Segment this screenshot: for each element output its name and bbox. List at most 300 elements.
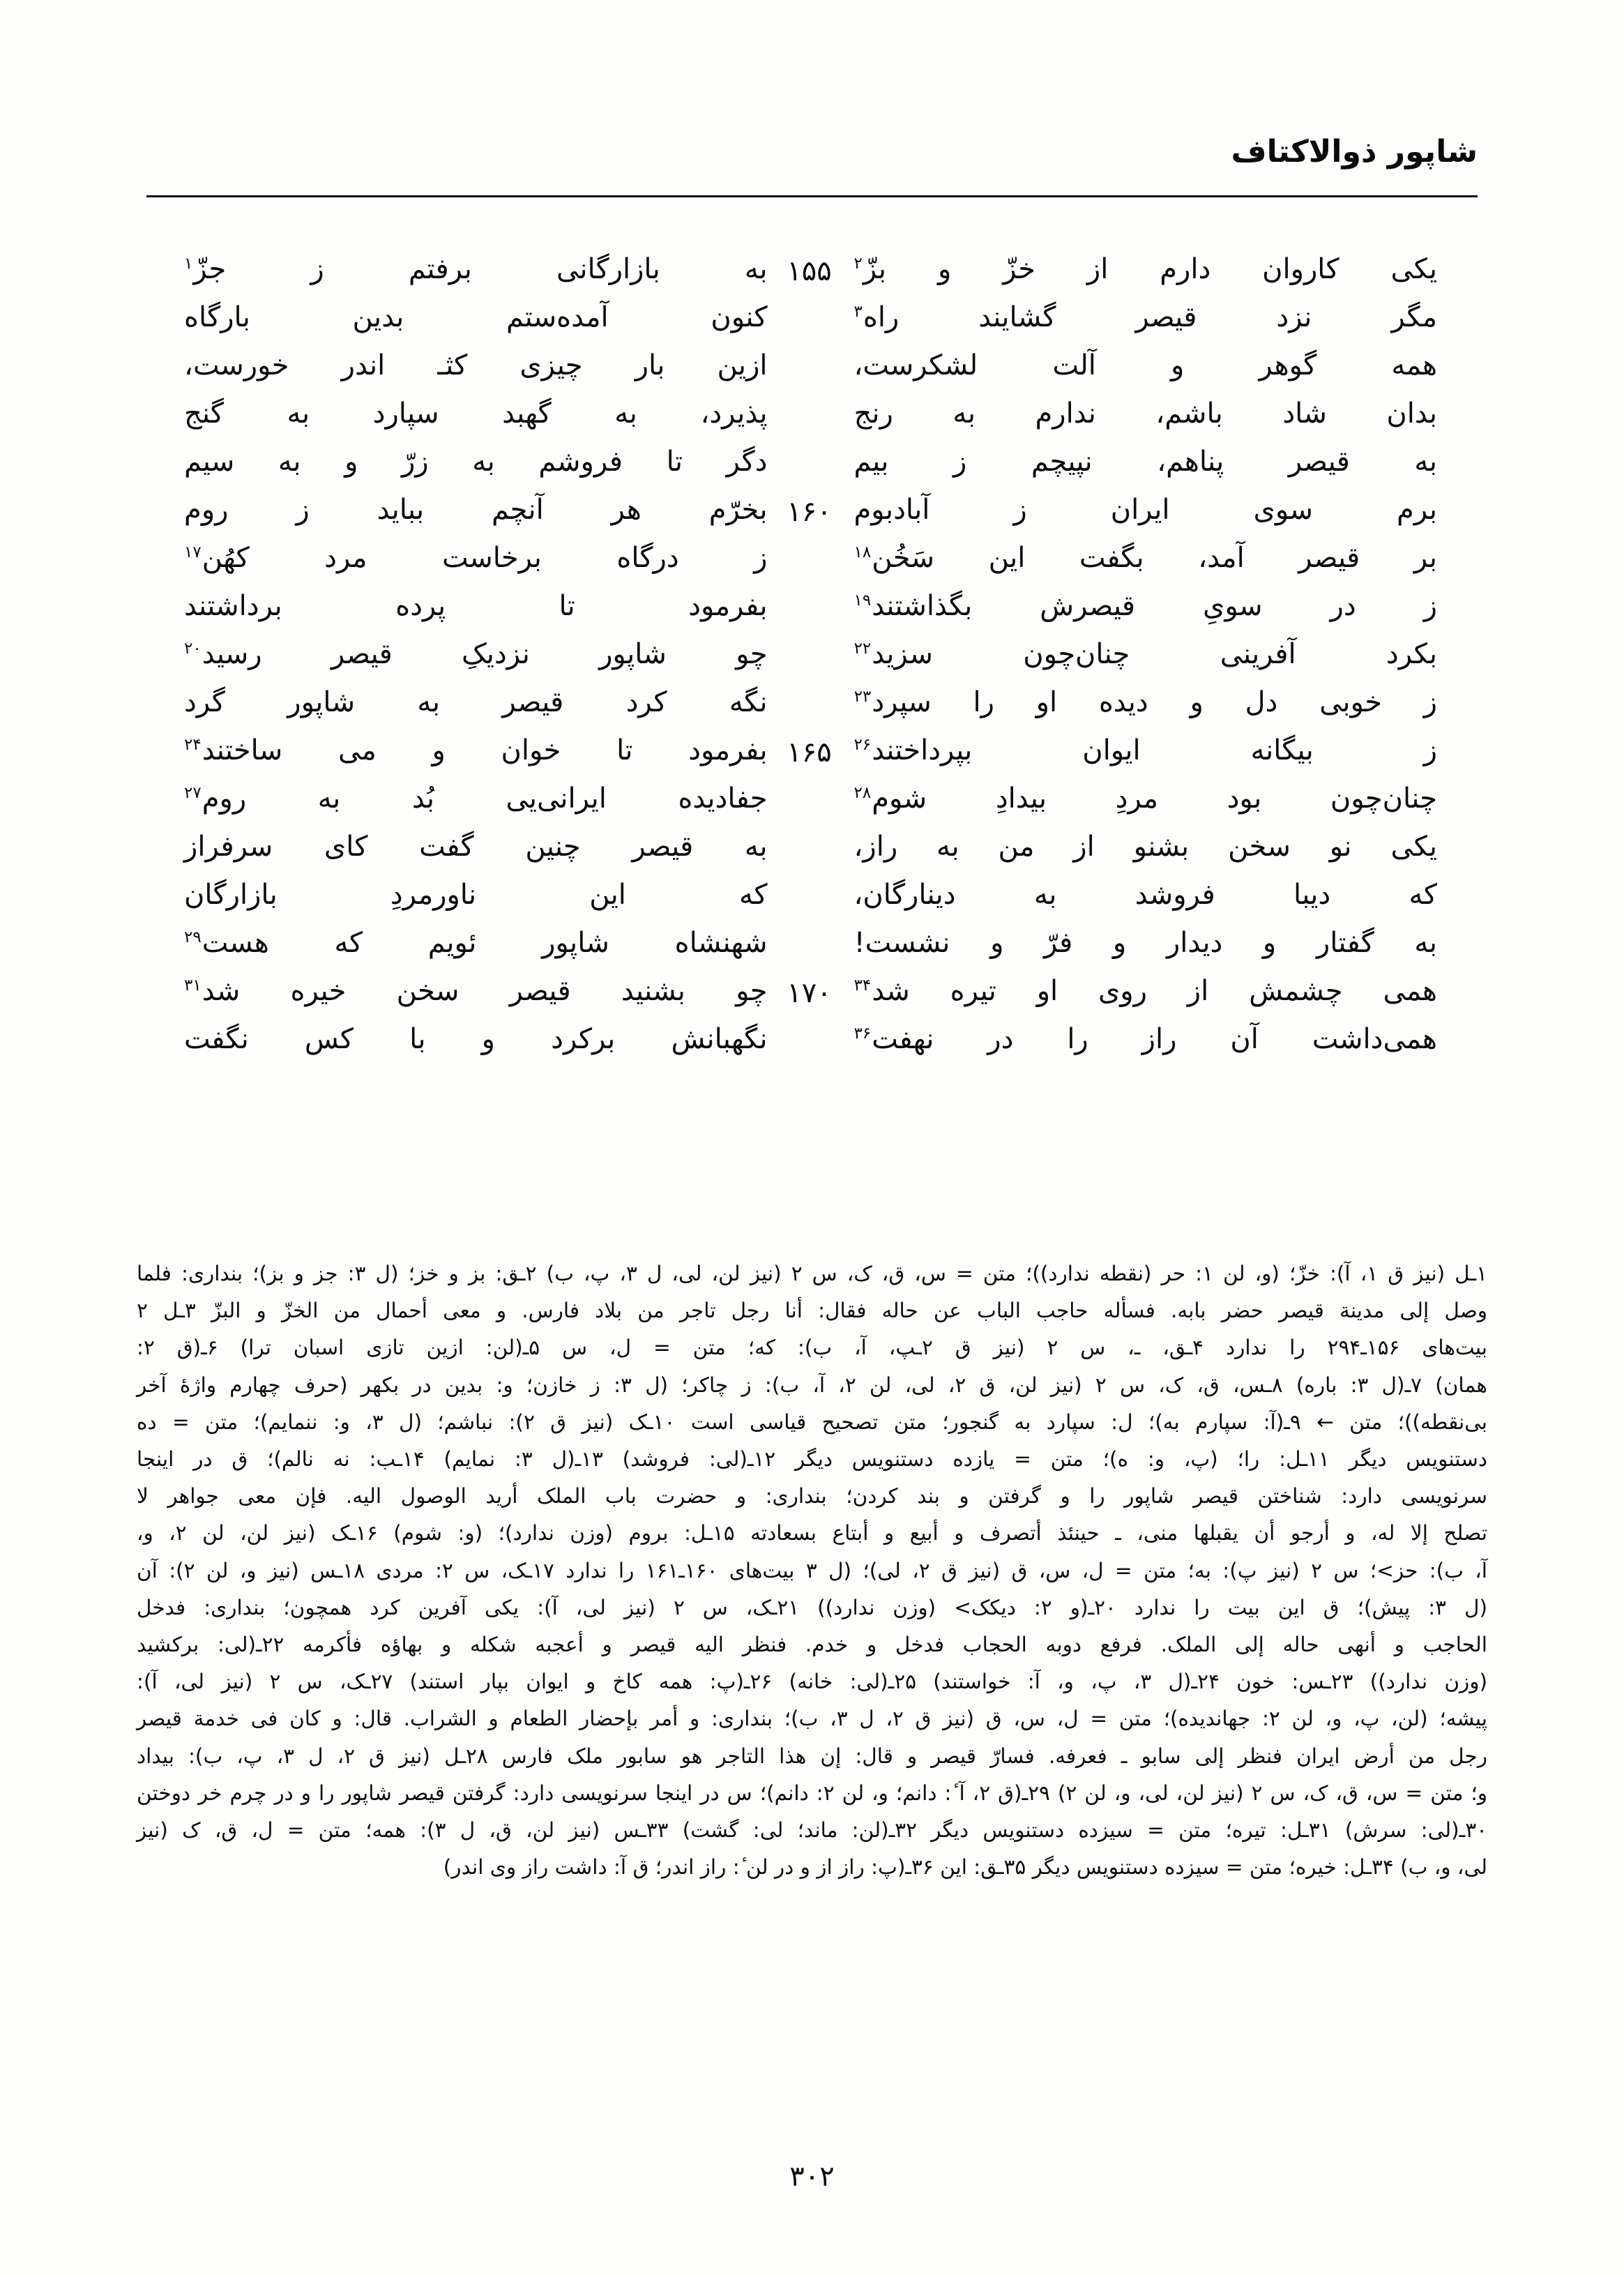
verse-word: برداشتند bbox=[184, 590, 282, 622]
verse-word: چنین bbox=[525, 831, 581, 863]
verse-word: به bbox=[1414, 927, 1437, 959]
verse-word: دارم bbox=[1160, 253, 1211, 285]
verse-word: پرده bbox=[395, 590, 446, 622]
hemistich-right bbox=[148, 829, 772, 861]
verse-word: آمد، bbox=[1198, 542, 1245, 574]
verse-word: نگه bbox=[729, 686, 768, 718]
verse-word: را bbox=[973, 686, 994, 718]
verse-word: بدین bbox=[352, 301, 404, 333]
hemistich-right bbox=[148, 973, 772, 1005]
verse-word: نگهبانش bbox=[671, 1023, 768, 1055]
verse-word: یکی bbox=[1390, 831, 1437, 863]
verse-couplet bbox=[148, 973, 1476, 1021]
hemistich-right bbox=[148, 877, 772, 909]
apparatus-line: دستنویس دیگر ۱۱ـل: را؛ (پ، و: ه)؛ متن = یازده دستنویس دیگر ۱۲ـ(لی: فروشد) ۱۳ـ(ل ۳: نمایم) ۱۴ـب: نه نالم)؛ ق در اینجا bbox=[137, 1447, 1488, 1472]
verse-word: ز bbox=[754, 542, 768, 574]
footnote-marker[interactable]: ۲۶ bbox=[853, 735, 872, 754]
verse-word: و bbox=[937, 253, 952, 285]
hemistich-right bbox=[148, 492, 772, 524]
verse-word: بازارگانی bbox=[556, 253, 660, 285]
apparatus-line: ۱ـل (نیز ق ۱، آ): خزّ؛ (و، لن ۱: حر (نقطه ندارد))؛ متن = س، ق، ک، س ۲ (نیز لن، لی، ل ۳، پ، ب) ۲ـق: بز و خز؛ (ل ۳: جز و بز)؛ بنداری: فلما bbox=[137, 1262, 1488, 1285]
verse-word: اندر bbox=[341, 349, 386, 381]
verse-word: به bbox=[953, 398, 976, 430]
verse-word: بر bbox=[1413, 542, 1437, 574]
verse-word: به bbox=[614, 398, 637, 430]
verse-word: خوبی bbox=[1319, 686, 1382, 718]
apparatus-line: همان) ۷ـ(ل ۳: باره) ۸ـس، ق، ک، س ۲ (نیز لن، ق ۲، لی، لن ۲، آ، ب): ز چاکر؛ (ل ۳: ز خازن؛ و: بدین در بکهر (حرف چهارم واژهٔ آخر bbox=[137, 1373, 1487, 1397]
verse-couplet bbox=[148, 925, 1476, 973]
verse-word: راه$^۳$ bbox=[853, 301, 900, 333]
verse-word: را bbox=[1067, 1023, 1088, 1055]
apparatus-line: آ، ب): حز>؛ س ۲ (نیز پ): به؛ متن = ل، س، ق (نیز ق ۲، لی)؛ (ل ۳ بیت‌های ۱۶۰ـ۱۶۱ را ندارد ۱۷ـک، س ۲: مردی ۱۸ـس (نیز و، لن ۲): آن bbox=[137, 1558, 1487, 1582]
verse-word: مرد bbox=[324, 542, 367, 574]
verse-word: و bbox=[1112, 927, 1127, 959]
verse-line-number bbox=[772, 829, 847, 833]
footnote-marker[interactable]: ۲۰ bbox=[184, 639, 202, 658]
verse-word: خورست، bbox=[184, 349, 289, 381]
verse-word: بپرداختند$^{۲۶}$ bbox=[853, 734, 973, 766]
verse-word: ندارم bbox=[1035, 398, 1096, 430]
footnote-marker[interactable]: ۲۳ bbox=[853, 687, 872, 706]
verse-word: می bbox=[338, 734, 377, 766]
apparatus-line: پیشه؛ (لن، پ، و، لن ۲: جهاندیده)؛ متن = ل، س، ق (نیز ق ۲، ل ۳، ب)؛ بنداری: و أمر بإحضار الطعام و الشراب. قال: و کان فی خدمة قیصر bbox=[137, 1707, 1487, 1731]
verse-word: از bbox=[1073, 831, 1095, 863]
verse-word: کس bbox=[304, 1023, 354, 1055]
verse-word: قیصر bbox=[509, 975, 571, 1007]
verse-couplet bbox=[148, 492, 1476, 540]
verse-word: به bbox=[744, 253, 768, 285]
hemistich-right bbox=[148, 636, 772, 668]
verse-couplet bbox=[148, 1021, 1476, 1069]
verse-line-number bbox=[772, 395, 847, 400]
verse-word: ز bbox=[296, 494, 310, 526]
verse-word: به bbox=[287, 398, 310, 430]
verse-word: ساختند$^{۲۴}$ bbox=[184, 734, 283, 766]
verse-couplet bbox=[148, 877, 1476, 925]
verse-word: آفرینی bbox=[1220, 638, 1296, 670]
verse-word: برخاست bbox=[441, 542, 542, 574]
verse-word: راز، bbox=[853, 831, 898, 863]
verse-line-number bbox=[772, 588, 847, 592]
apparatus-line: بی‌نقطه))؛ متن ← ۹ـ(آ: سپارم به)؛ ل: سپارد به گنجور؛ متن تصحیح قیاسی است ۱۰ـک (نیز ق ۲): نباشم؛ (ل ۳، و: ننمایم)؛ متن = ده bbox=[137, 1409, 1487, 1434]
verse-word: به bbox=[472, 446, 495, 478]
verse-word: گوهر bbox=[1259, 349, 1317, 381]
hemistich-left bbox=[847, 492, 1477, 524]
verse-word: نپیچم bbox=[1031, 446, 1093, 478]
verse-word: کاروان bbox=[1262, 253, 1340, 285]
footnote-marker[interactable]: ۱ bbox=[184, 254, 193, 273]
verse-word: نشست! bbox=[853, 927, 950, 959]
verse-couplet bbox=[148, 347, 1476, 395]
verse-word: تا bbox=[559, 590, 575, 622]
verse-word: با bbox=[409, 1023, 426, 1055]
verse-word: نزدیکِ bbox=[461, 638, 530, 670]
verse-word: بشنو bbox=[1133, 831, 1190, 863]
verse-couplet bbox=[148, 829, 1476, 877]
hemistich-left bbox=[847, 877, 1477, 909]
verse-word: گفت bbox=[419, 831, 474, 863]
verse-word: بگفت bbox=[1079, 542, 1144, 574]
verse-word: تیره bbox=[950, 975, 996, 1007]
critical-apparatus bbox=[137, 1255, 1487, 1886]
hemistich-right bbox=[148, 251, 772, 283]
verse-word: فروشم bbox=[538, 446, 623, 478]
hemistich-right bbox=[148, 925, 772, 957]
verse-word: به bbox=[278, 446, 301, 478]
hemistich-right bbox=[148, 299, 772, 331]
verse-word: گشایند bbox=[978, 301, 1056, 333]
verse-word: این bbox=[988, 542, 1026, 574]
verse-word: بشنید bbox=[621, 975, 685, 1007]
apparatus-line: ۳۰ـ(لی: سرش) ۳۱ـل: تیره؛ متن = سیزده دستنویس دیگر ۳۲ـ(لن: ماند؛ لی: گشت) ۳۳ـس (نیز لن، ق، ل ۳): همه؛ متن = ل، ق، ک (نیز bbox=[137, 1818, 1488, 1843]
verse-word: گفتار bbox=[1316, 927, 1374, 959]
verse-word: آلت bbox=[1052, 349, 1096, 381]
verse-word: رنج bbox=[853, 398, 893, 430]
verse-line-number bbox=[772, 636, 847, 640]
verse-word: بیدادِ bbox=[995, 783, 1047, 815]
verse-word: بیگانه bbox=[1250, 734, 1314, 766]
hemistich-left bbox=[847, 732, 1477, 764]
verse-word: گهبد bbox=[502, 398, 552, 430]
verse-word: گرد bbox=[184, 686, 225, 718]
verse-word: شهنشاه bbox=[674, 927, 768, 959]
verse-word: نهفت$^{۳۶}$ bbox=[853, 1023, 934, 1055]
verse-word: بفرمود bbox=[688, 590, 768, 622]
verse-word: فروشد bbox=[1134, 879, 1215, 911]
verse-word: سویِ bbox=[1203, 590, 1263, 622]
verse-couplet bbox=[148, 444, 1476, 492]
hemistich-left bbox=[847, 1021, 1477, 1053]
verse-word: بارگاه bbox=[184, 301, 250, 333]
verse-line-number bbox=[772, 925, 847, 929]
footnote-marker[interactable]: ۲۸ bbox=[853, 783, 872, 802]
apparatus-line: سرنویسی دارد: شناختن قیصر شاپور را و گرفتن و بند کردن؛ بنداری: و حضرت باب الملک أرید الوصول الیه. فإن معی جواهر لا bbox=[137, 1484, 1487, 1509]
verse-word: بیم bbox=[853, 446, 889, 478]
hemistich-left bbox=[847, 684, 1477, 716]
footnote-marker[interactable]: ۲۹ bbox=[184, 928, 202, 946]
verse-word: راز bbox=[1141, 1023, 1177, 1055]
verse-word: به bbox=[936, 831, 959, 863]
verse-line-number bbox=[772, 1021, 847, 1025]
verse-word: چو bbox=[736, 975, 768, 1007]
verse-word: روم$^{۲۷}$ bbox=[184, 783, 247, 815]
verse-word: سَخُن$^{۱۸}$ bbox=[853, 542, 935, 574]
verse-word: از bbox=[1187, 975, 1209, 1007]
verse-word: پذیرد، bbox=[700, 398, 768, 430]
verse-word: شد$^{۳۴}$ bbox=[853, 975, 910, 1007]
verse-couplet bbox=[148, 684, 1476, 732]
verse-word: بدان bbox=[1386, 398, 1437, 430]
verse-word: بار bbox=[635, 349, 665, 381]
verse-word: سوی bbox=[1253, 494, 1314, 526]
verse-word: سپارد bbox=[372, 398, 439, 430]
verse-word: شاپور bbox=[287, 686, 356, 718]
verse-word: خیره bbox=[290, 975, 347, 1007]
verse-word: بزّ$^۲$ bbox=[853, 253, 887, 285]
verse-word: چشمش bbox=[1249, 975, 1343, 1007]
verse-couplet bbox=[148, 540, 1476, 588]
verse-couplet bbox=[148, 732, 1476, 780]
verse-word: مردِ bbox=[1115, 783, 1158, 815]
verse-block bbox=[148, 251, 1476, 1069]
verse-word: تا bbox=[666, 446, 683, 478]
verse-word: بُد bbox=[411, 783, 434, 815]
folio-page-number: ۳۰۲ bbox=[789, 2161, 835, 2193]
verse-word: و bbox=[1190, 686, 1204, 718]
verse-word: پناهم، bbox=[1157, 446, 1224, 478]
hemistich-left bbox=[847, 973, 1477, 1005]
verse-word: دینارگان، bbox=[853, 879, 956, 911]
verse-word: ز bbox=[1423, 734, 1437, 766]
verse-word: سپرد$^{۲۳}$ bbox=[853, 686, 932, 718]
verse-word: خزّ bbox=[1003, 253, 1035, 285]
verse-word: چنان‌چون bbox=[1330, 783, 1437, 815]
footnote-marker[interactable]: ۱۹ bbox=[853, 591, 872, 610]
verse-word: قیصر bbox=[331, 638, 393, 670]
verse-word: ز bbox=[1423, 590, 1437, 622]
apparatus-line: لی، و، ب) ۳۴ـل: خیره؛ متن = سیزده دستنویس دیگر ۳۵ـق: این ۳۶ـ(پ: راز از و در لن ٔ: راز اندر؛ ق آ: داشت راز وی اندر) bbox=[443, 1855, 1487, 1880]
footnote-marker[interactable]: ۲۷ bbox=[184, 783, 202, 802]
verse-word: روم bbox=[184, 494, 229, 526]
verse-word: یکی bbox=[1390, 253, 1437, 285]
verse-word: سیم bbox=[184, 446, 235, 478]
verse-line-number bbox=[772, 540, 847, 544]
verse-word: دل bbox=[1245, 686, 1278, 718]
hemistich-right bbox=[148, 395, 772, 428]
footnote-marker[interactable]: ۱۸ bbox=[853, 543, 872, 561]
verse-word: ز bbox=[1423, 686, 1437, 718]
hemistich-right bbox=[148, 780, 772, 815]
hemistich-left bbox=[847, 395, 1477, 428]
verse-word: رسید$^{۲۰}$ bbox=[184, 638, 262, 670]
verse-word: آن bbox=[1230, 1023, 1259, 1055]
verse-word: در bbox=[987, 1023, 1014, 1055]
verse-couplet bbox=[148, 395, 1476, 444]
verse-word: بخرّم bbox=[708, 494, 768, 526]
verse-word: به bbox=[317, 783, 341, 815]
apparatus-line: (وزن ندارد)) ۲۳ـس: خون ۲۴ـ(ل ۳، پ، و، آ: خواستند) ۲۵ـ(لی: خانه) ۲۶ـ(پ: همه کاخ و ایوان بپار استند) ۲۷ـک، س ۲ (نیز لی، آ): bbox=[137, 1670, 1487, 1694]
verse-word: برفتم bbox=[408, 253, 472, 285]
verse-line-number: ۱۵۵ bbox=[787, 255, 832, 287]
footnote-marker[interactable]: ۳ bbox=[853, 302, 863, 321]
verse-word: سخن bbox=[396, 975, 460, 1007]
verse-line-number bbox=[772, 684, 847, 688]
hemistich-right bbox=[148, 588, 772, 620]
hemistich-left bbox=[847, 588, 1477, 620]
verse-word: و bbox=[1262, 927, 1277, 959]
verse-word: شاد bbox=[1282, 398, 1327, 430]
verse-word: او bbox=[1036, 975, 1058, 1007]
verse-word: ایوان bbox=[1082, 734, 1141, 766]
verse-word: قیصر bbox=[1135, 301, 1197, 333]
hemistich-left bbox=[847, 347, 1477, 379]
verse-word: هست$^{۲۹}$ bbox=[184, 927, 269, 959]
verse-word: شاپور bbox=[599, 638, 667, 670]
verse-word: قیصر bbox=[502, 686, 564, 718]
verse-word: گنج bbox=[184, 398, 224, 430]
running-head-title: شاپور ذوالاکتاف bbox=[1231, 134, 1478, 169]
apparatus-line: رجل من أرض ایران فنظر إلی سابو ـ فعرفه. فسارّ قیصر و قال: إن هذا التاجر هو سابور ملک فارس ۲۸ـل (نیز ق ۲، ل ۳، پ، ب): بیداد bbox=[137, 1744, 1488, 1768]
verse-word: شاپور bbox=[542, 927, 609, 959]
hemistich-left bbox=[847, 299, 1477, 331]
verse-word: سرفراز bbox=[184, 831, 273, 863]
verse-word: ز bbox=[953, 446, 967, 478]
verse-word: زرّ bbox=[401, 446, 429, 478]
verse-word: از bbox=[1086, 253, 1109, 285]
verse-word: بباید bbox=[377, 494, 425, 526]
hemistich-left bbox=[847, 925, 1477, 957]
verse-word: و bbox=[432, 734, 446, 766]
hemistich-right bbox=[148, 732, 772, 764]
verse-line-number bbox=[772, 347, 847, 352]
verse-word: قیصر bbox=[1288, 446, 1350, 478]
verse-word: کنون bbox=[711, 301, 768, 333]
header-divider-rule bbox=[146, 195, 1478, 197]
hemistich-left bbox=[847, 444, 1477, 476]
hemistich-left bbox=[847, 540, 1477, 572]
verse-word: همی bbox=[1383, 975, 1437, 1007]
apparatus-line: وصل إلی مدینة قیصر حضر بابه. فسأله حاجب الباب عن حاله فقال: أنا رجل تاجر من بلاد فارس. و معی أحمال من الخزّ و البزّ ۳ـل ۲ bbox=[137, 1299, 1487, 1323]
verse-word: سخن bbox=[1228, 831, 1291, 863]
verse-word: بازارگان bbox=[184, 879, 278, 911]
hemistich-left bbox=[847, 636, 1477, 668]
verse-word: قیصرش bbox=[1040, 590, 1136, 622]
verse-word: دیده bbox=[1098, 686, 1148, 718]
verse-word: بکرد bbox=[1386, 638, 1437, 670]
verse-line-number: ۱۶۰ bbox=[787, 496, 832, 528]
apparatus-line: (ل ۳: پیش)؛ ق این بیت را ندارد ۲۰ـ(و ۲: دیکک> (وزن ندارد)) ۲۱ـک، س ۲ (نیز لی، آ): یکی آفرین کرد همچون؛ بنداری: فدخل bbox=[137, 1595, 1488, 1619]
verse-word: مگر bbox=[1391, 301, 1437, 333]
verse-word: و bbox=[990, 927, 1004, 959]
verse-word: خوان bbox=[501, 734, 561, 766]
hemistich-left bbox=[847, 780, 1477, 815]
verse-word: دیبا bbox=[1293, 879, 1331, 911]
hemistich-right bbox=[148, 444, 772, 476]
verse-line-number bbox=[772, 444, 847, 448]
footnote-marker[interactable]: ۲۴ bbox=[184, 735, 202, 754]
verse-word: قیصر bbox=[632, 831, 694, 863]
verse-couplet bbox=[148, 636, 1476, 684]
hemistich-right bbox=[148, 540, 772, 572]
verse-word: که bbox=[1409, 879, 1437, 911]
verse-word: هر bbox=[611, 494, 642, 526]
verse-word: دیدار bbox=[1166, 927, 1223, 959]
verse-word: کثـ bbox=[437, 349, 468, 381]
verse-word: جزّ$^۱$ bbox=[184, 253, 227, 285]
footnote-marker[interactable]: ۳۴ bbox=[853, 976, 872, 995]
verse-word: جفادیده bbox=[678, 783, 768, 815]
verse-word: ناورمردِ bbox=[390, 879, 477, 911]
verse-word: او bbox=[1035, 686, 1058, 718]
verse-word: و bbox=[1170, 349, 1185, 381]
verse-word: آبادبوم bbox=[853, 494, 930, 526]
verse-word: برم bbox=[1397, 494, 1437, 526]
verse-line-number bbox=[772, 299, 847, 303]
verse-word: ز bbox=[1013, 494, 1027, 526]
verse-word: کهُن$^{۱۷}$ bbox=[184, 542, 250, 574]
verse-word: که bbox=[739, 879, 768, 911]
verse-word: ایرانی‌یی bbox=[506, 783, 607, 815]
verse-word: در bbox=[1330, 590, 1356, 622]
verse-word: دگر bbox=[726, 446, 768, 478]
verse-word: چنان‌چون bbox=[1023, 638, 1130, 670]
hemistich-right bbox=[148, 684, 772, 716]
footnote-marker[interactable]: ۳۱ bbox=[184, 976, 202, 995]
verse-word: این bbox=[589, 879, 626, 911]
footnote-marker[interactable]: ۱۷ bbox=[184, 543, 202, 561]
apparatus-line: بیت‌های ۱۵۶ـ۲۹۴ را ندارد ۴ـق، ـ، س ۲ (نیز ق ۲ـپ، آ، ب): که؛ متن = ل، س ۵ـ(لن: ازین تازی اسبان ترا) ۶ـ(ق ۲: bbox=[137, 1336, 1488, 1360]
verse-word: ایران bbox=[1110, 494, 1170, 526]
verse-word: کای bbox=[324, 831, 368, 863]
verse-word: بگذاشتند$^{۱۹}$ bbox=[853, 590, 973, 622]
verse-word: سزید$^{۲۲}$ bbox=[853, 638, 933, 670]
verse-word: که bbox=[334, 927, 363, 959]
verse-word: کرد bbox=[625, 686, 667, 718]
footnote-marker[interactable]: ۲ bbox=[853, 254, 863, 273]
verse-word: همه bbox=[1391, 349, 1437, 381]
verse-word: شد$^{۳۱}$ bbox=[184, 975, 241, 1007]
verse-word: ئویم bbox=[427, 927, 477, 959]
verse-word: لشکرست، bbox=[853, 349, 978, 381]
footnote-marker[interactable]: ۲۲ bbox=[853, 639, 872, 658]
verse-line-number: ۱۶۵ bbox=[787, 736, 832, 769]
verse-word: درگاه bbox=[616, 542, 679, 574]
verse-word: چو bbox=[736, 638, 768, 670]
verse-word: و bbox=[481, 1023, 495, 1055]
hemistich-right bbox=[148, 1021, 772, 1053]
verse-word: آمده‌ستم bbox=[506, 301, 609, 333]
footnote-marker[interactable]: ۳۶ bbox=[853, 1024, 872, 1043]
verse-word: برکرد bbox=[551, 1023, 616, 1055]
apparatus-line: و؛ متن = س، ق، ک، س ۲ (نیز لن، لی، و، لن ۲) ۲۹ـ(ق ۲، آ ٔ: دانم؛ و، لن ۲: دانم)؛ س در اینجا سرنویسی دارد: گرفتن قیصر شاپور را و در چرم خر دوختن bbox=[137, 1781, 1488, 1805]
verse-couplet bbox=[148, 299, 1476, 347]
verse-line-number bbox=[772, 780, 847, 785]
verse-word: من bbox=[998, 831, 1035, 863]
verse-word: قیصر bbox=[1298, 542, 1360, 574]
verse-word: به bbox=[1414, 446, 1437, 478]
page-header bbox=[146, 134, 1478, 201]
apparatus-line: الحاجب و أنهی حاله إلی الملک. فرفع دوبه الحجاب فدخل و خدم. فنظر الیه قیصر و أعجبه شکله و بهاؤه فأکرمه ۲۲ـ(لی: برکشید bbox=[137, 1633, 1487, 1657]
hemistich-left bbox=[847, 251, 1477, 283]
verse-line-number bbox=[772, 877, 847, 881]
verse-word: چیزی bbox=[519, 349, 583, 381]
verse-line-number: ۱۷۰ bbox=[787, 977, 832, 1009]
verse-word: به bbox=[744, 831, 768, 863]
verse-couplet bbox=[148, 588, 1476, 636]
verse-word: نگفت bbox=[184, 1023, 249, 1055]
verse-couplet bbox=[148, 251, 1476, 299]
hemistich-right bbox=[148, 347, 772, 379]
verse-word: ز bbox=[310, 253, 324, 285]
verse-word: تا bbox=[616, 734, 633, 766]
verse-word: شوم$^{۲۸}$ bbox=[853, 783, 927, 815]
verse-word: فرّ bbox=[1044, 927, 1073, 959]
verse-word: به bbox=[1033, 879, 1057, 911]
hemistich-left bbox=[847, 829, 1477, 861]
verse-word: همی‌داشت bbox=[1312, 1023, 1437, 1055]
verse-word: نزد bbox=[1276, 301, 1312, 333]
verse-word: باشم، bbox=[1155, 398, 1223, 430]
verse-word: روی bbox=[1098, 975, 1147, 1007]
apparatus-line: تصلح إلا له، و أرجو أن یقبلها منی، ـ حینئذ أتصرف و أبیع و أبتاع بسعادته ۱۵ـل: بروم (وزن ندارد)؛ (و: شوم) ۱۶ـک (نیز لن، لن ۲، و، bbox=[137, 1521, 1487, 1545]
verse-word: و bbox=[344, 446, 358, 478]
verse-word: ازین bbox=[717, 349, 768, 381]
verse-word: آنچم bbox=[492, 494, 544, 526]
verse-word: به bbox=[417, 686, 440, 718]
verse-word: بفرمود bbox=[688, 734, 768, 766]
verse-word: بود bbox=[1227, 783, 1262, 815]
verse-word: نو bbox=[1329, 831, 1352, 863]
